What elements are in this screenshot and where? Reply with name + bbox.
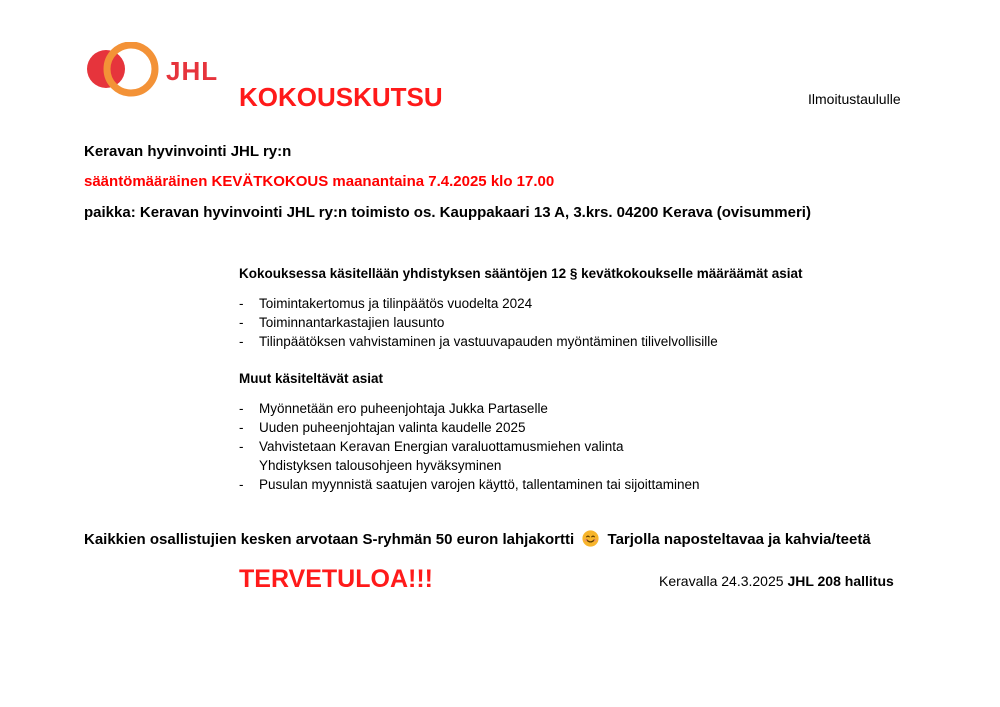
list-item: Yhdistyksen talousohjeen hyväksyminen xyxy=(259,458,502,473)
signature-line xyxy=(659,573,894,589)
jhl-logo-mark-icon xyxy=(84,42,164,102)
page-title: KOKOUSKUTSU xyxy=(239,82,443,112)
meeting-line: sääntömääräinen KEVÄTKOKOUS maanantaina 7.4.2025 klo 17.00 xyxy=(84,173,555,190)
raffle-line xyxy=(84,530,871,548)
agenda-list xyxy=(239,294,718,351)
refreshments-text: Tarjolla naposteltavaa ja kahvia/teetä xyxy=(607,531,871,548)
list-item: - Pusulan myynnistä saatujen varojen käyttö, tallentaminen tai sijoittaminen xyxy=(239,475,700,494)
welcome-text: TERVETULOA!!! xyxy=(239,565,433,593)
logo-text: JHL xyxy=(166,56,219,86)
place-date: Keravalla 24.3.2025 xyxy=(659,573,784,589)
other-heading: Muut käsiteltävät asiat xyxy=(239,371,384,386)
list-item: - Myönnetään ero puheenjohtaja Jukka Partaselle xyxy=(239,399,700,418)
list-item: - Uuden puheenjohtajan valinta kaudelle 2025 xyxy=(239,418,700,437)
organization-line: Keravan hyvinvointi JHL ry:n xyxy=(84,143,292,160)
smiley-icon xyxy=(582,530,599,547)
list-item: - Toimintakertomus ja tilinpäätös vuodelta 2024 xyxy=(239,294,718,313)
list-item: - Toiminnantarkastajien lausunto xyxy=(239,313,718,332)
list-item: - Vahvistetaan Keravan Energian varaluottamusmiehen valinta xyxy=(239,437,700,456)
agenda-heading: Kokouksessa käsitellään yhdistyksen sääntöjen 12 § kevätkokoukselle määräämät asiat xyxy=(239,266,803,281)
notice-label: Ilmoitustaululle xyxy=(808,91,901,107)
raffle-text: Kaikkien osallistujien kesken arvotaan S-ryhmän 50 euron lahjakortti xyxy=(84,531,575,548)
location-line: paikka: Keravan hyvinvointi JHL ry:n toimisto os. Kauppakaari 13 A, 3.krs. 04200 Kerava (ovisummeri) xyxy=(84,204,811,221)
signature: JHL 208 hallitus xyxy=(787,573,894,589)
list-item: - Tilinpäätöksen vahvistaminen ja vastuuvapauden myöntäminen tilivelvollisille xyxy=(239,332,718,351)
other-list xyxy=(239,399,700,494)
